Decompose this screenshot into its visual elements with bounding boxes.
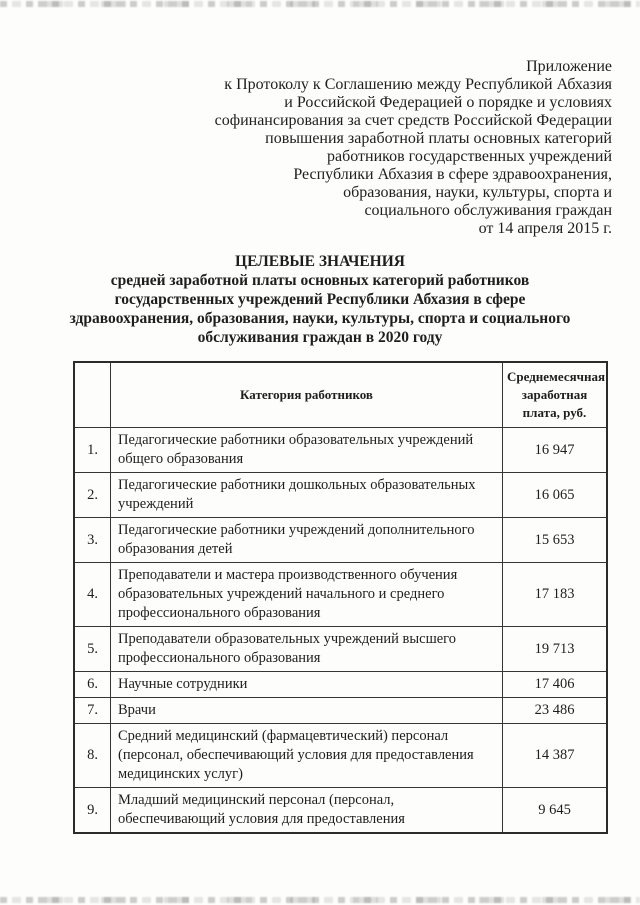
col-header-number bbox=[74, 362, 111, 428]
document-title-main: ЦЕЛЕВЫЕ ЗНАЧЕНИЯ bbox=[235, 253, 405, 270]
row-number: 3. bbox=[74, 518, 111, 563]
appendix-reference-line: Приложение bbox=[526, 58, 612, 75]
appendix-reference-line: повышения заработной платы основных категорий bbox=[265, 130, 612, 147]
row-salary: 14 387 bbox=[503, 724, 608, 788]
table-row bbox=[74, 563, 607, 627]
row-number: 5. bbox=[74, 627, 111, 672]
document-title-line: здравоохранения, образования, науки, культуры, спорта и социального bbox=[69, 310, 571, 327]
row-category: Средний медицинский (фармацевтический) персонал (персонал, обеспечивающий условия для предоставления медицинских услуг) bbox=[111, 724, 503, 788]
document-title-line: государственных учреждений Республики Абхазия в сфере bbox=[114, 291, 526, 308]
appendix-reference-line: к Протоколу к Соглашению между Республикой Абхазия bbox=[224, 76, 612, 93]
row-number: 8. bbox=[74, 724, 111, 788]
row-number: 9. bbox=[74, 788, 111, 834]
row-salary: 16 947 bbox=[503, 428, 608, 473]
row-category: Педагогические работники дошкольных образовательных учреждений bbox=[111, 473, 503, 518]
row-number: 2. bbox=[74, 473, 111, 518]
table-row bbox=[74, 473, 607, 518]
document-title-line: обслуживания граждан в 2020 году bbox=[197, 329, 443, 346]
row-number: 6. bbox=[74, 672, 111, 698]
table-row bbox=[74, 724, 607, 788]
row-category: Научные сотрудники bbox=[111, 672, 503, 698]
row-category: Преподаватели и мастера производственного обучения образовательных учреждений начального и среднего профессионального образования bbox=[111, 563, 503, 627]
table-row bbox=[74, 518, 607, 563]
appendix-reference-line: социального обслуживания граждан bbox=[364, 202, 612, 219]
row-category: Педагогические работники учреждений дополнительного образования детей bbox=[111, 518, 503, 563]
row-salary: 15 653 bbox=[503, 518, 608, 563]
row-number: 1. bbox=[74, 428, 111, 473]
row-category: Врачи bbox=[111, 698, 503, 724]
row-salary: 17 406 bbox=[503, 672, 608, 698]
scan-artifact-top bbox=[0, 1, 640, 7]
document-title bbox=[0, 252, 640, 347]
row-category: Младший медицинский персонал (персонал, обеспечивающий условия для предоставления bbox=[111, 788, 503, 834]
table-row bbox=[74, 788, 607, 834]
row-salary: 9 645 bbox=[503, 788, 608, 834]
row-salary: 19 713 bbox=[503, 627, 608, 672]
scan-artifact-bottom bbox=[0, 897, 640, 903]
row-salary: 17 183 bbox=[503, 563, 608, 627]
col-header-salary: Среднемесячная заработная плата, руб. bbox=[503, 362, 608, 428]
row-category: Преподаватели образовательных учреждений высшего профессионального образования bbox=[111, 627, 503, 672]
table-row bbox=[74, 428, 607, 473]
row-salary: 16 065 bbox=[503, 473, 608, 518]
document-title-line: средней заработной платы основных категорий работников bbox=[110, 272, 530, 289]
appendix-reference-line: софинансирования за счет средств Российской Федерации bbox=[214, 112, 612, 129]
appendix-reference-line: Республики Абхазия в сфере здравоохранения, bbox=[293, 166, 612, 183]
appendix-reference-line: работников государственных учреждений bbox=[326, 148, 612, 165]
table-row bbox=[74, 698, 607, 724]
col-header-category: Категория работников bbox=[111, 362, 503, 428]
appendix-reference-date: от 14 апреля 2015 г. bbox=[478, 220, 612, 237]
table-row bbox=[74, 627, 607, 672]
appendix-reference-line: и Российской Федерацией о порядке и условиях bbox=[284, 94, 612, 111]
table-row bbox=[74, 672, 607, 698]
row-number: 4. bbox=[74, 563, 111, 627]
table-header-row bbox=[74, 362, 607, 428]
row-salary: 23 486 bbox=[503, 698, 608, 724]
salary-table bbox=[73, 361, 608, 834]
appendix-reference-block bbox=[0, 0, 612, 238]
row-number: 7. bbox=[74, 698, 111, 724]
appendix-reference-line: образования, науки, культуры, спорта и bbox=[343, 184, 612, 201]
row-category: Педагогические работники образовательных учреждений общего образования bbox=[111, 428, 503, 473]
